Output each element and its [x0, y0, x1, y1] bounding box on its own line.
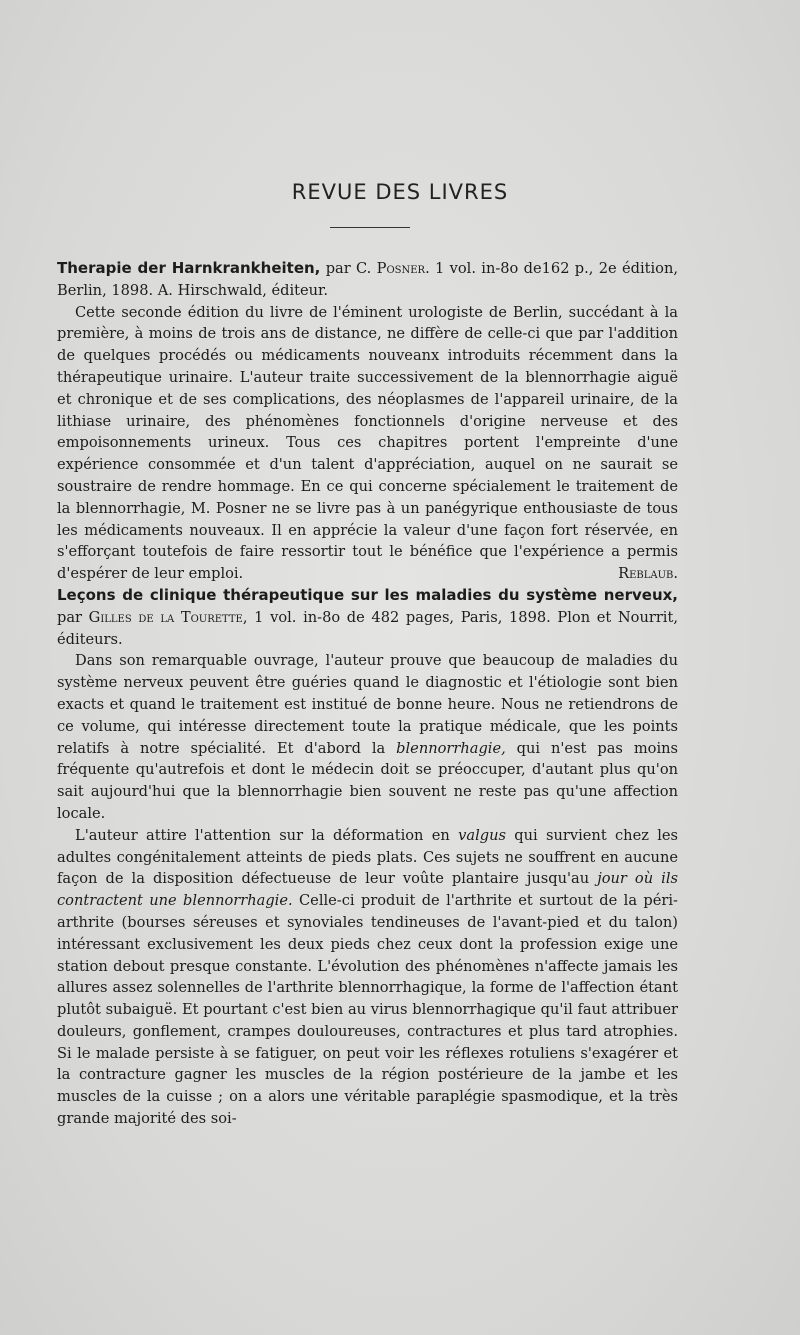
heading-rule [330, 227, 410, 228]
review2-p2-italic-2: jour où ils contractent une blennorrhagie. [57, 870, 678, 910]
review1-body: Cette seconde édition du livre de l'éminent urologiste de Berlin, succédant à la première, à moins de trois ans de distance, ne diffère de celle-ci que par l'addition de quelques procédés ou médicaments nouveanx introduits récemment dans la thérapeutique urinaire. L'auteur traite successivement de la blennorrhagie aiguë et chronique et de ses complications, des néoplasmes de l'appareil urinaire, de la lithiase urinaire, des phénomènes fonctionnels d'origine nerveuse et des empoisonnements urineux. Tous ces chapitres portent l'empreinte d'une expérience consommée et d'un talent d'appréciation, auquel on ne saurait se soustraire de rendre hommage. En ce qui concerne spécialement le traitement de la blennorrhagie, M. Posner ne se livre pas à un panégyrique enthousiaste de tous les médicaments nouveaux. Il en apprécie la valeur d'une façon fort réservée, en s'efforçant toutefois de faire ressortir tout le bénéfice que l'expérience a permis d'espérer de leur emploi. [57, 303, 678, 583]
review2-p2-a: L'auteur attire l'attention sur la déformation en [75, 826, 459, 844]
article-body [57, 258, 678, 1130]
review2-paragraph-1 [57, 650, 678, 824]
section-heading: REVUE DES LIVRES [291, 180, 509, 204]
review2-p1-a: Dans son remarquable ouvrage, l'auteur prouve que beaucoup de maladies du système nerveux peuvent être guéries quand le diagnostic et l'étiologie sont bien exacts et quand le traitement est institué de bonne heure. Nous ne retiendrons de ce volume, qui intéresse directement toute la pratique médicale, que les points relatifs à notre spécialité. Et d'abord la [57, 652, 678, 757]
review1-by: par C. [320, 260, 377, 277]
review1-author: Posner [376, 260, 426, 277]
review2-ref: , 1 vol. in-8o de 482 pages, Paris, 1898. Plon et Nourrit, éditeurs. [57, 608, 678, 648]
review2-p2-italic-1: valgus [458, 826, 506, 844]
review2-p1-italic: blennorrhagie, [396, 739, 506, 757]
review1-title: Therapie der Harnkrankheiten, [57, 259, 321, 277]
review2-by: par [57, 608, 89, 626]
review1-signature: Reblaub. [618, 565, 678, 583]
review1-reference [57, 258, 678, 302]
review2-p2-c: Celle-ci produit de l'arthrite et surtout de la péri-arthrite (bourses séreuses et synoviales tendineuses de l'avant-pied et du talon) intéressant exclusivement les deux pieds chez ceux dont la profession exige une station debout presque constante. L'évolution des phénomènes n'affecte jamais les allures assez solennelles de l'arthrite blennorrhagique, la forme de l'affection étant plutôt subaiguë. Et pourtant c'est bien au virus blennorrhagique qu'il faut attribuer douleurs, gonflement, crampes douloureuses, contractures et plus tard atrophies. Si le malade persiste à se fatiguer, on peut voir les réflexes rotuliens s'exagérer et la contracture gagner les muscles de la région postérieure de la jambe et les muscles de la cuisse ; on a alors une véritable paraplégie spasmodique, et la très grande majorité des soi- [57, 892, 678, 1128]
review2-p2-b: qui survient chez les adultes congénitalement atteints de pieds plats. Ces sujets ne souffrent en aucune façon de la disposition défectueuse de leur voûte plantaire jusqu'au [57, 826, 678, 888]
review1-paragraph [57, 302, 678, 585]
review2-author: Gilles de la Tourette [88, 608, 243, 626]
review2-paragraph-2 [57, 825, 678, 1130]
review2-title: Leçons de clinique thérapeutique sur les maladies du système nerveux, [57, 585, 678, 604]
review2-p1-b: qui n'est pas moins fréquente qu'autrefois et dont le médecin doit se préoccuper, d'autant plus qu'on sait aujourd'hui que la blennorrhagie bien souvent ne reste pas qu'une affection locale. [57, 739, 678, 822]
review2-reference [57, 585, 678, 650]
review1-ref: . 1 vol. in-8o de162 p., 2e édition, Berlin, 1898. A. Hirschwald, éditeur. [57, 260, 678, 299]
